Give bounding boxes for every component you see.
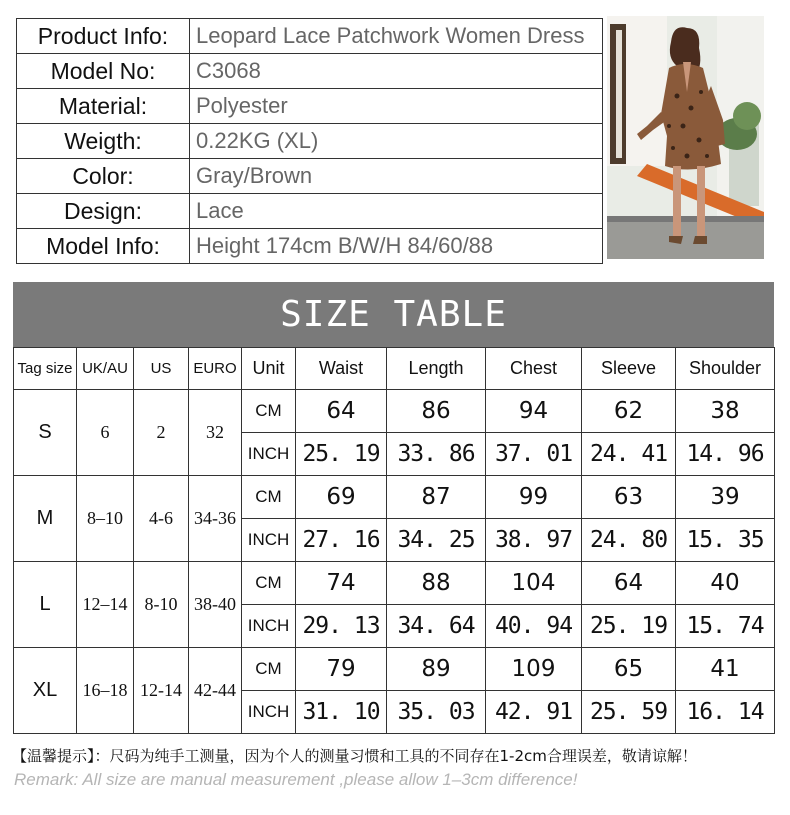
column-header: Length	[387, 348, 486, 390]
size-row-m-cm	[14, 476, 775, 519]
product-info-body	[17, 19, 603, 264]
sleeve-cell: 25. 59	[582, 691, 676, 734]
sleeve-cell: 64	[582, 562, 676, 605]
us-cell: 4-6	[134, 476, 189, 562]
waist-cell: 31. 10	[296, 691, 387, 734]
sleeve-cell: 24. 41	[582, 433, 676, 476]
info-label: Model Info:	[17, 229, 190, 264]
info-row	[17, 229, 603, 264]
info-row	[17, 124, 603, 159]
length-cell: 34. 64	[387, 605, 486, 648]
length-cell: 35. 03	[387, 691, 486, 734]
info-row	[17, 89, 603, 124]
waist-cell: 25. 19	[296, 433, 387, 476]
info-value: C3068	[190, 54, 603, 89]
shoulder-cell: 38	[676, 390, 775, 433]
chest-cell: 109	[486, 648, 582, 691]
euro-cell: 42-44	[189, 648, 242, 734]
euro-cell: 32	[189, 390, 242, 476]
info-label: Material:	[17, 89, 190, 124]
sleeve-cell: 62	[582, 390, 676, 433]
shoulder-cell: 40	[676, 562, 775, 605]
info-row	[17, 54, 603, 89]
unit-cell: INCH	[242, 605, 296, 648]
length-cell: 88	[387, 562, 486, 605]
column-header: Unit	[242, 348, 296, 390]
size-row-s-cm	[14, 390, 775, 433]
tag-size-cell: L	[14, 562, 77, 648]
us-cell: 8-10	[134, 562, 189, 648]
info-row	[17, 159, 603, 194]
us-cell: 12-14	[134, 648, 189, 734]
length-cell: 33. 86	[387, 433, 486, 476]
waist-cell: 69	[296, 476, 387, 519]
tag-size-cell: XL	[14, 648, 77, 734]
shoulder-cell: 15. 74	[676, 605, 775, 648]
uk-au-cell: 8–10	[77, 476, 134, 562]
column-header: Waist	[296, 348, 387, 390]
length-cell: 87	[387, 476, 486, 519]
chest-cell: 40. 94	[486, 605, 582, 648]
waist-cell: 64	[296, 390, 387, 433]
info-label: Weigth:	[17, 124, 190, 159]
unit-cell: INCH	[242, 433, 296, 476]
info-label: Color:	[17, 159, 190, 194]
size-row-xl-cm	[14, 648, 775, 691]
column-header: Chest	[486, 348, 582, 390]
chest-cell: 42. 91	[486, 691, 582, 734]
waist-cell: 79	[296, 648, 387, 691]
waist-cell: 29. 13	[296, 605, 387, 648]
chest-cell: 99	[486, 476, 582, 519]
column-header: UK/AU	[77, 348, 134, 390]
remark-note: Remark: All size are manual measurement ,please allow 1–3cm difference!	[14, 770, 578, 789]
uk-au-cell: 12–14	[77, 562, 134, 648]
info-label: Product Info:	[17, 19, 190, 54]
length-cell: 89	[387, 648, 486, 691]
unit-cell: INCH	[242, 519, 296, 562]
chest-cell: 104	[486, 562, 582, 605]
column-header: Sleeve	[582, 348, 676, 390]
column-header: US	[134, 348, 189, 390]
size-table	[13, 347, 775, 734]
info-value: Gray/Brown	[190, 159, 603, 194]
size-table-title: SIZE TABLE	[13, 282, 774, 347]
chest-cell: 94	[486, 390, 582, 433]
shoulder-cell: 15. 35	[676, 519, 775, 562]
shoulder-cell: 16. 14	[676, 691, 775, 734]
waist-cell: 27. 16	[296, 519, 387, 562]
unit-cell: CM	[242, 390, 296, 433]
unit-cell: CM	[242, 648, 296, 691]
info-value: Leopard Lace Patchwork Women Dress	[190, 19, 603, 54]
chinese-note: 【温馨提示】：尺码为纯手工测量，因为个人的测量习惯和工具的不同存在1-2cm合理误差，敬请谅解！	[12, 747, 697, 765]
info-label: Design:	[17, 194, 190, 229]
size-header-row	[14, 348, 775, 390]
waist-cell: 74	[296, 562, 387, 605]
chest-cell: 37. 01	[486, 433, 582, 476]
unit-cell: INCH	[242, 691, 296, 734]
info-value: 0.22KG (XL)	[190, 124, 603, 159]
tag-size-cell: S	[14, 390, 77, 476]
info-row	[17, 194, 603, 229]
shoulder-cell: 41	[676, 648, 775, 691]
model-photo	[607, 16, 764, 259]
info-row	[17, 19, 603, 54]
product-info-table	[16, 18, 603, 264]
euro-cell: 38-40	[189, 562, 242, 648]
info-label: Model No:	[17, 54, 190, 89]
column-header: EURO	[189, 348, 242, 390]
size-table-body	[14, 348, 775, 734]
size-row-l-cm	[14, 562, 775, 605]
info-value: Height 174cm B/W/H 84/60/88	[190, 229, 603, 264]
length-cell: 86	[387, 390, 486, 433]
sleeve-cell: 65	[582, 648, 676, 691]
tag-size-cell: M	[14, 476, 77, 562]
length-cell: 34. 25	[387, 519, 486, 562]
column-header: Shoulder	[676, 348, 775, 390]
uk-au-cell: 16–18	[77, 648, 134, 734]
sleeve-cell: 24. 80	[582, 519, 676, 562]
sleeve-cell: 25. 19	[582, 605, 676, 648]
info-value: Polyester	[190, 89, 603, 124]
us-cell: 2	[134, 390, 189, 476]
shoulder-cell: 39	[676, 476, 775, 519]
chest-cell: 38. 97	[486, 519, 582, 562]
sleeve-cell: 63	[582, 476, 676, 519]
info-value: Lace	[190, 194, 603, 229]
euro-cell: 34-36	[189, 476, 242, 562]
uk-au-cell: 6	[77, 390, 134, 476]
unit-cell: CM	[242, 476, 296, 519]
column-header: Tag size	[14, 348, 77, 390]
unit-cell: CM	[242, 562, 296, 605]
shoulder-cell: 14. 96	[676, 433, 775, 476]
